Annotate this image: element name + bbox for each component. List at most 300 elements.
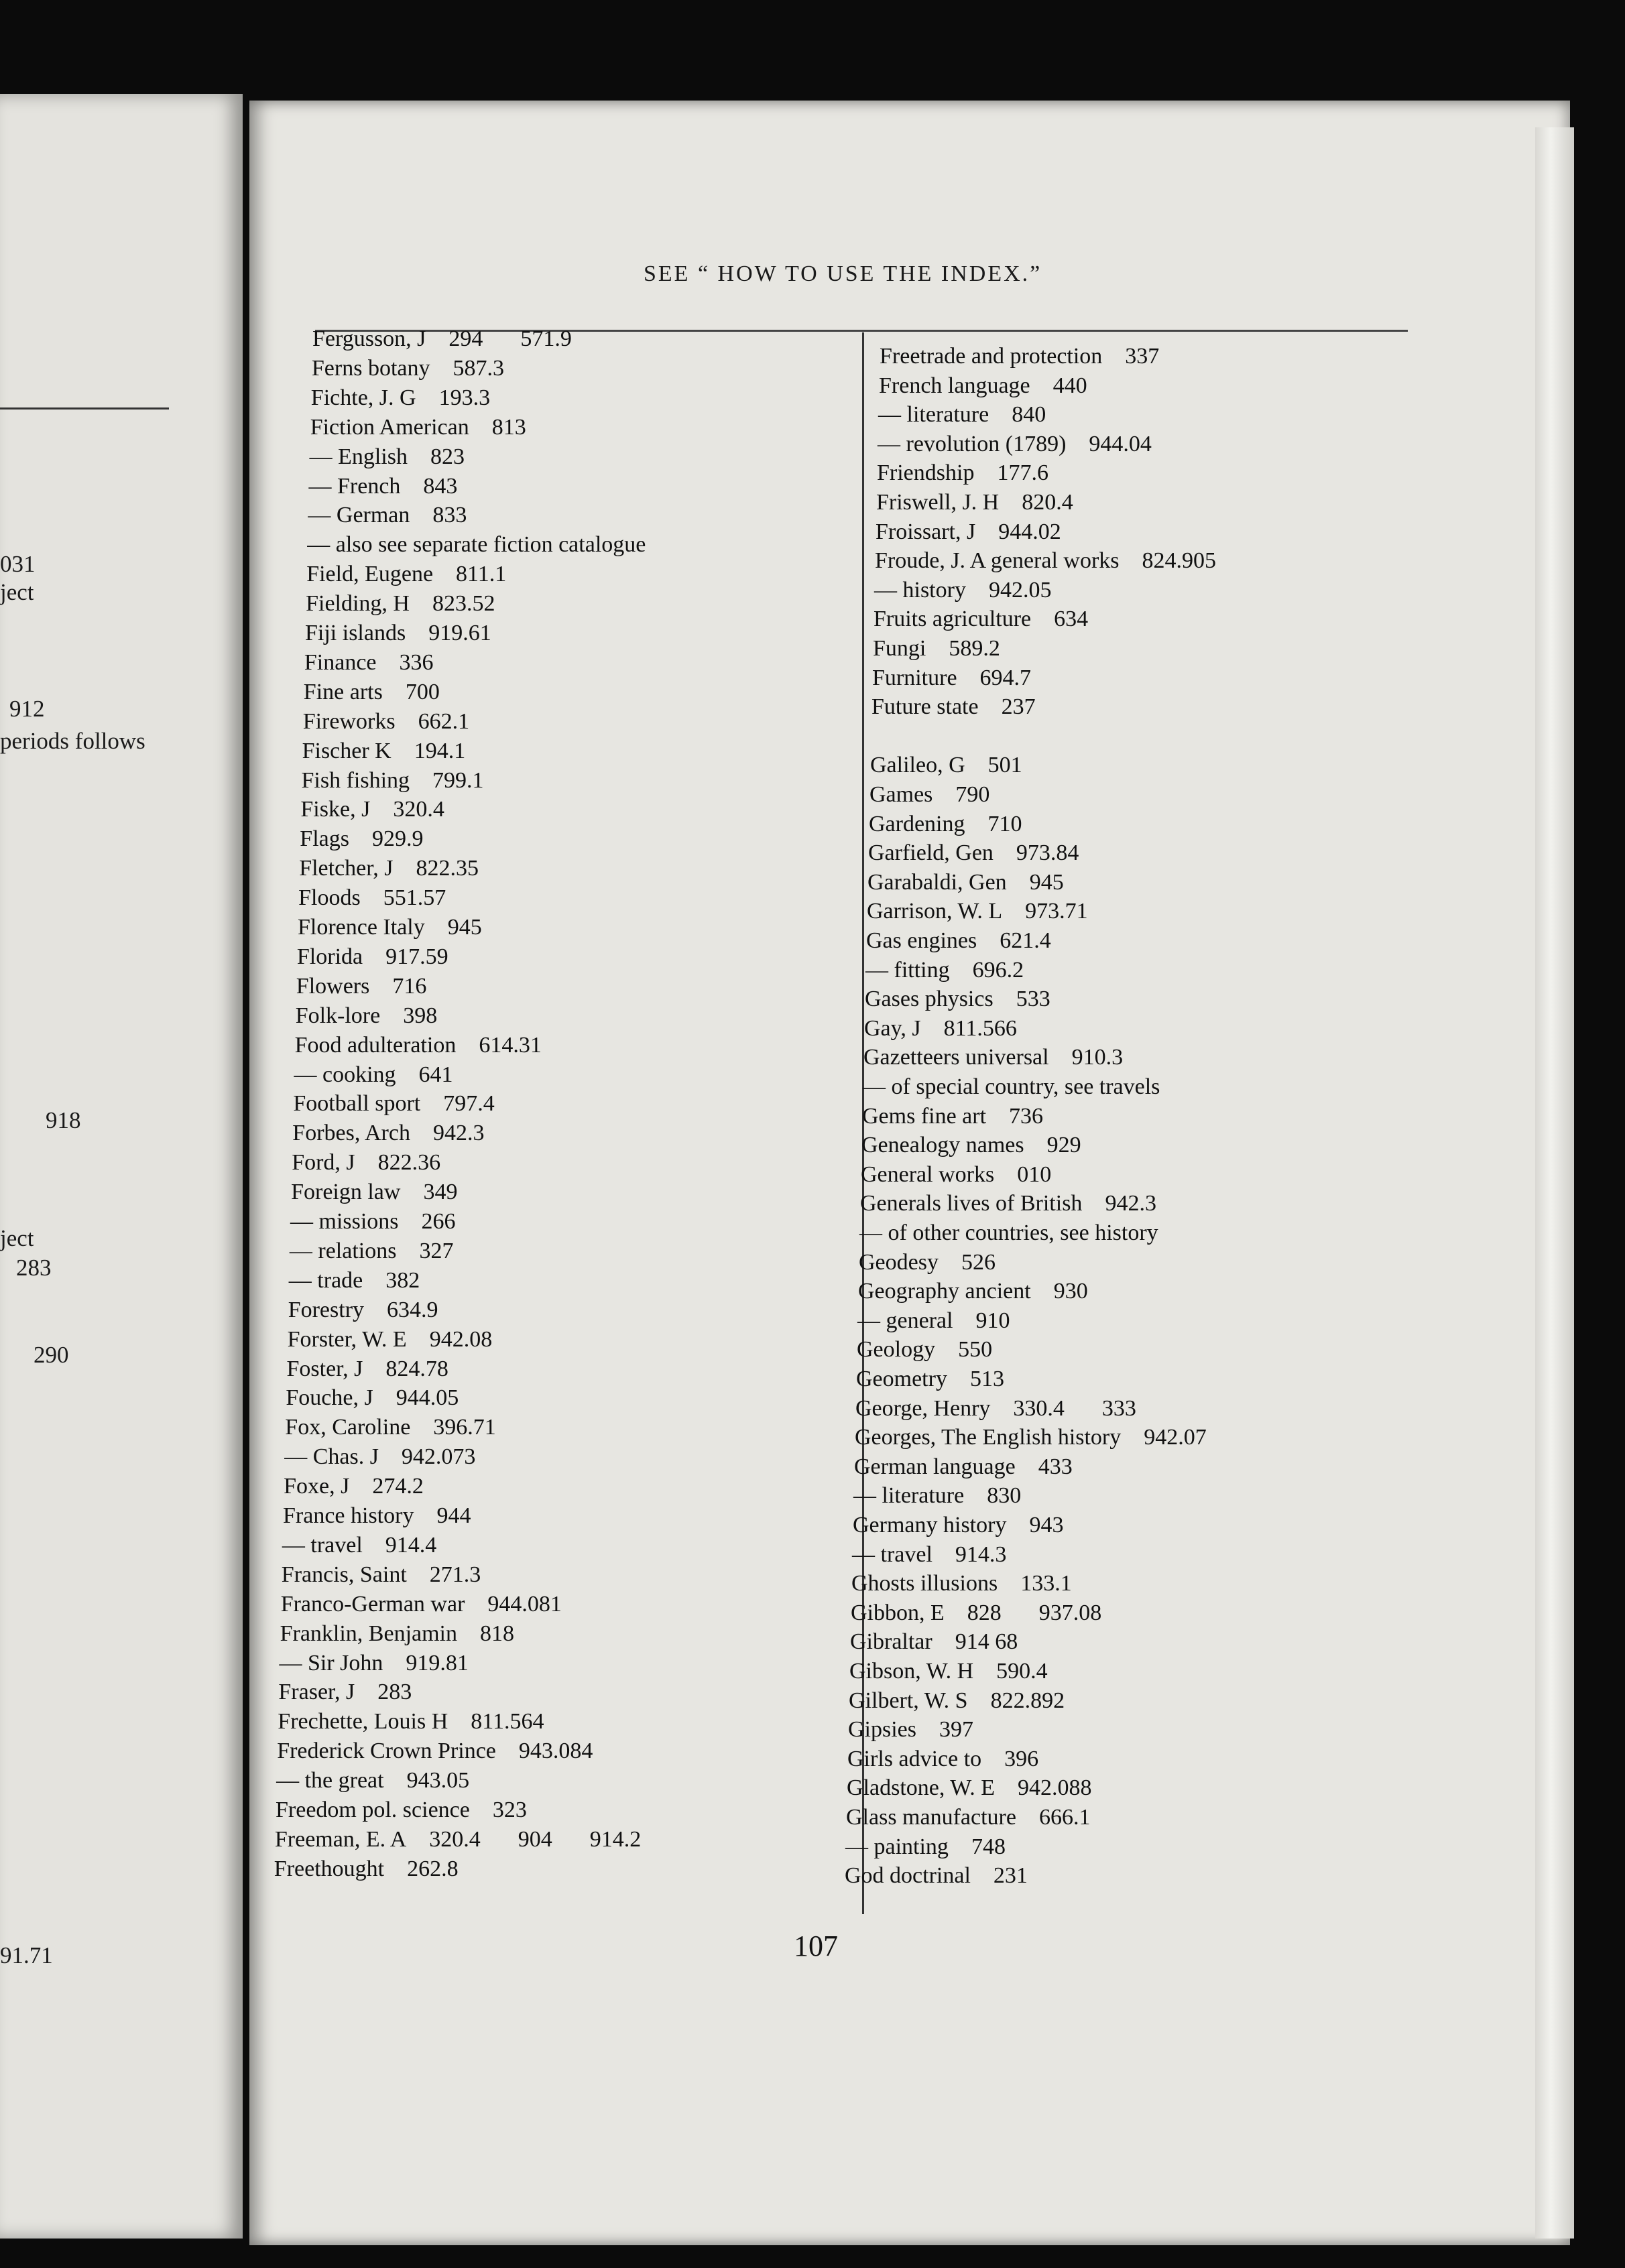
running-header: SEE “ HOW TO USE THE INDEX.” — [644, 261, 1042, 286]
index-entry-term: — of other countries, see history — [859, 1220, 1158, 1245]
index-entry-classnum: 973.84 — [1016, 840, 1079, 866]
index-entry-term: — English — [309, 444, 408, 469]
index-entry-term: — of special country, see travels — [863, 1074, 1160, 1099]
index-entry — [850, 1629, 1018, 1655]
index-entry — [282, 1532, 436, 1559]
index-entry — [298, 914, 482, 941]
index-entry-classnum: 973.71 — [1025, 899, 1088, 924]
index-entry-classnum: 942.05 — [988, 577, 1052, 603]
index-entry — [855, 1395, 1136, 1422]
index-entry-term: Furniture — [872, 665, 957, 690]
index-entry — [303, 708, 469, 735]
index-entry — [312, 355, 504, 382]
index-entry — [292, 1120, 484, 1147]
index-entry — [300, 796, 444, 823]
index-entry — [275, 1826, 641, 1853]
index-entry-classnum: 177.6 — [997, 460, 1048, 486]
index-entry — [864, 1015, 1017, 1042]
index-entry-classnum: 945 — [447, 915, 482, 940]
index-entry — [853, 1512, 1063, 1539]
index-entry-term: Geometry — [856, 1367, 947, 1391]
index-entry-classnum: 262.8 — [407, 1856, 459, 1881]
index-entry — [853, 1483, 1021, 1509]
index-entry-classnum: 824.905 — [1142, 548, 1217, 574]
index-entry-classnum: 944.04 — [1089, 431, 1152, 456]
index-entry-classnum: 799.1 — [432, 767, 484, 793]
index-entry-term: Generals lives of British — [860, 1191, 1083, 1216]
index-entry — [299, 855, 479, 882]
index-entry — [281, 1591, 562, 1618]
index-entry-term: France history — [283, 1503, 414, 1528]
index-entry-classnum: 943 — [1029, 1513, 1064, 1537]
index-entry-classnum: 811.566 — [943, 1015, 1017, 1041]
index-entry-classnum: 942.08 — [429, 1326, 493, 1352]
index-entry-term: George, Henry — [855, 1395, 991, 1421]
index-entry — [306, 561, 506, 588]
index-entry — [302, 738, 466, 765]
index-entry — [849, 1688, 1065, 1714]
index-entry — [278, 1679, 412, 1706]
index-entry — [845, 1863, 1028, 1889]
index-entry — [865, 986, 1050, 1013]
index-entry-classnum: 433 — [1038, 1454, 1073, 1479]
index-entry-classnum: 748 — [971, 1834, 1006, 1859]
index-entry-term: Food adulteration — [294, 1032, 457, 1058]
index-entry-term: Foster, J — [286, 1356, 363, 1381]
index-entry — [297, 944, 448, 970]
index-entry-term: Gay, J — [864, 1015, 921, 1041]
index-entry-term: Fiction American — [310, 414, 469, 440]
index-entry-classnum: 917.59 — [385, 944, 448, 969]
index-entry-term: Germany history — [853, 1513, 1007, 1537]
index-entry-term: Ford, J — [292, 1150, 355, 1176]
index-entry-classnum: 231 — [993, 1863, 1028, 1889]
index-entry-term: Fish fishing — [301, 767, 410, 793]
index-entry — [857, 1308, 1010, 1334]
index-entry-term: — the great — [276, 1768, 384, 1793]
index-entry-classnum: 944.02 — [998, 519, 1061, 544]
index-entry — [855, 1424, 1207, 1451]
index-entry-term: Freetrade and protection — [880, 344, 1103, 369]
index-entry-classnum: 813 — [491, 414, 526, 440]
index-entry-classnum: 919.81 — [406, 1650, 469, 1676]
index-entry-classnum: 634.9 — [387, 1297, 438, 1322]
index-entry — [292, 1149, 440, 1176]
index-entry-classnum: 634 — [1054, 607, 1089, 632]
index-entry — [868, 840, 1079, 867]
index-entry-classnum: 526 — [961, 1249, 996, 1275]
index-entry — [290, 1238, 454, 1265]
index-entry-classnum: 133.1 — [1020, 1571, 1072, 1596]
index-entry-classnum: 822.36 — [377, 1150, 441, 1176]
index-entry — [879, 373, 1087, 399]
index-entry — [859, 1249, 996, 1276]
index-entry-classnum: 811.564 — [471, 1709, 544, 1735]
facing-fragment: 283 — [16, 1255, 52, 1281]
index-entry-classnum: 914 68 — [955, 1629, 1018, 1655]
index-entry-term: Gardening — [869, 811, 965, 836]
index-entry-term: Gases physics — [865, 987, 994, 1012]
index-entry-term: Franklin, Benjamin — [280, 1621, 458, 1646]
index-entry-term: Fergusson, J — [312, 326, 426, 351]
index-entry-classnum: 396 — [1004, 1746, 1039, 1771]
index-entry-classnum: 942.3 — [432, 1121, 485, 1146]
index-entry-term: Frechette, Louis H — [278, 1709, 448, 1735]
index-entry-term: Flowers — [296, 973, 370, 999]
facing-fragment: 918 — [46, 1107, 81, 1133]
index-entry-term: Forster, W. E — [287, 1326, 407, 1352]
index-entry-classnum: 337 — [1125, 344, 1160, 369]
index-entry — [859, 1220, 1158, 1247]
index-entry-classnum: 194.1 — [414, 738, 466, 763]
index-entry — [880, 343, 1159, 370]
index-entry-term: Garfield, Gen — [868, 840, 994, 866]
index-entry-classnum: 830 — [987, 1483, 1022, 1509]
index-entry-term: Fruits agriculture — [874, 607, 1032, 632]
index-entry-term: Geography ancient — [858, 1279, 1031, 1304]
index-entry — [863, 1074, 1160, 1100]
index-entry-classnum: 550 — [958, 1337, 993, 1363]
index-entry-term: General works — [861, 1161, 995, 1187]
index-entry-classnum: 943.084 — [518, 1739, 593, 1764]
index-entry-term: Gipsies — [848, 1717, 916, 1743]
index-entry-classnum: 237 — [1001, 694, 1036, 720]
index-entry-classnum: 396.71 — [433, 1415, 496, 1440]
index-entry — [866, 928, 1051, 954]
index-entry — [295, 1032, 542, 1059]
index-entry-classnum: 440 — [1052, 373, 1087, 398]
index-entry — [870, 752, 1022, 779]
index-entry-classnum: 694.7 — [979, 665, 1032, 690]
index-entry — [283, 1503, 471, 1529]
index-entry-classnum: 320.4 — [429, 1826, 481, 1852]
index-entry — [875, 548, 1216, 574]
index-entry — [306, 590, 495, 617]
index-entry-classnum: 010 — [1017, 1161, 1052, 1187]
index-entry — [861, 1132, 1081, 1159]
index-entry-term: Gilbert, W. S — [849, 1688, 968, 1713]
index-entry-term: Foxe, J — [284, 1474, 350, 1499]
index-entry-term: Glass manufacture — [846, 1805, 1016, 1830]
index-entry-classnum: 294 — [448, 326, 483, 351]
page-number: 107 — [794, 1930, 838, 1962]
index-entry-classnum: 828 — [967, 1600, 1002, 1625]
index-entry — [876, 519, 1061, 546]
index-entry-term: Foreign law — [291, 1180, 401, 1205]
index-entry-term: Forbes, Arch — [292, 1121, 410, 1146]
index-entry-term: Gas engines — [866, 928, 977, 953]
index-entry-term: Fichte, J. G — [310, 385, 416, 410]
index-entry-classnum: 641 — [418, 1062, 453, 1087]
index-entry-term: Future state — [871, 694, 979, 720]
index-entry — [284, 1473, 424, 1500]
index-entry — [878, 431, 1152, 458]
index-entry-term: — trade — [288, 1267, 363, 1293]
index-entry — [288, 1326, 493, 1353]
index-entry — [310, 414, 526, 441]
index-entry-classnum: 696.2 — [972, 957, 1024, 983]
index-entry — [288, 1297, 438, 1324]
index-entry-term: — travel — [852, 1541, 932, 1567]
index-entry-classnum: 823.52 — [432, 591, 495, 617]
index-entry-classnum: 700 — [405, 679, 440, 704]
index-entry-classnum: 614.31 — [479, 1032, 542, 1058]
index-entry-classnum: 333 — [1101, 1395, 1136, 1421]
index-entry-classnum: 944.05 — [396, 1385, 459, 1411]
index-entry-term: — French — [308, 473, 401, 499]
index-entry — [311, 385, 490, 412]
facing-page — [0, 94, 243, 2239]
index-entry-term: — literature — [853, 1483, 965, 1509]
index-entry-term: Freedom pol. science — [276, 1798, 470, 1822]
index-entry-classnum: 937.08 — [1038, 1600, 1102, 1625]
index-entry — [304, 649, 434, 676]
index-entry — [852, 1541, 1006, 1568]
index-entry-term: — travel — [282, 1532, 363, 1558]
index-entry — [278, 1708, 544, 1735]
index-entry-classnum: 621.4 — [1000, 928, 1051, 953]
index-entry-classnum: 382 — [385, 1267, 420, 1293]
index-entry — [291, 1179, 457, 1206]
index-entry-classnum: 589.2 — [949, 636, 1000, 661]
index-entry-term: — cooking — [294, 1062, 396, 1087]
index-entry — [869, 781, 989, 808]
index-entry-term: — Sir John — [279, 1650, 383, 1676]
index-entry — [298, 885, 446, 911]
index-entry-classnum: 910 — [975, 1308, 1010, 1333]
index-entry — [845, 1834, 1006, 1861]
index-entry — [290, 1208, 456, 1235]
index-entry-term: Ferns botany — [311, 355, 430, 381]
index-entry-classnum: 330.4 — [1013, 1395, 1065, 1421]
index-entry-classnum: 818 — [480, 1621, 515, 1646]
index-entry — [274, 1856, 459, 1883]
index-entry-term: Flags — [300, 826, 349, 852]
index-entry-term: — general — [857, 1308, 953, 1333]
index-entry — [847, 1775, 1091, 1802]
index-entry-term: — missions — [290, 1209, 399, 1234]
index-entry — [872, 665, 1031, 692]
index-entry-classnum: 513 — [969, 1367, 1004, 1391]
index-entry-term: Garrison, W. L — [867, 899, 1003, 924]
index-entry-term: Fine arts — [303, 679, 383, 704]
index-entry — [294, 1062, 453, 1088]
index-entry-classnum: 590.4 — [996, 1659, 1048, 1684]
index-entry-term: Fielding, H — [306, 591, 410, 617]
index-entry-classnum: 843 — [423, 473, 458, 499]
index-entry — [296, 973, 427, 1000]
index-entry — [847, 1746, 1038, 1773]
index-entry-classnum: 710 — [987, 811, 1022, 836]
index-entry-classnum: 929.9 — [371, 826, 424, 852]
index-entry — [869, 811, 1022, 838]
index-entry-classnum: 824.78 — [385, 1356, 448, 1381]
index-entry — [849, 1658, 1048, 1685]
index-entry — [302, 767, 484, 794]
facing-fragment: 91.71 — [0, 1942, 53, 1968]
index-entry-term: Fraser, J — [278, 1680, 355, 1705]
index-entry-term: Freethought — [274, 1856, 385, 1881]
index-entry-term: — literature — [878, 402, 989, 428]
index-entry — [276, 1767, 469, 1794]
index-entry-term: German language — [854, 1454, 1016, 1479]
index-entry — [312, 326, 572, 353]
index-entry-classnum: 914.2 — [589, 1826, 642, 1852]
index-entry-classnum: 823 — [430, 444, 465, 469]
index-entry-term: Gladstone, W. E — [847, 1775, 995, 1801]
index-entry — [851, 1600, 1101, 1627]
index-entry-term: Freeman, E. A — [274, 1826, 407, 1852]
index-entry-term: Fiske, J — [300, 797, 371, 822]
index-entry — [300, 826, 423, 853]
index-entry-classnum: 716 — [392, 973, 427, 999]
index-entry-classnum: 942.088 — [1017, 1775, 1092, 1801]
index-entry-classnum: 274.2 — [372, 1474, 424, 1499]
index-entry-term: Froissart, J — [876, 519, 976, 544]
index-entry-classnum: 904 — [518, 1826, 552, 1852]
index-entry-term: — Chas. J — [284, 1444, 379, 1470]
index-entry — [307, 531, 646, 558]
index-entry — [874, 577, 1051, 604]
index-entry-term: Field, Eugene — [306, 562, 434, 587]
index-entry-term: God doctrinal — [845, 1863, 971, 1889]
index-entry-term: Folk-lore — [295, 1003, 381, 1028]
index-entry-classnum: 266 — [421, 1209, 456, 1234]
index-entry-classnum: 533 — [1016, 987, 1050, 1012]
index-entry-classnum: 944.081 — [487, 1591, 562, 1617]
index-entry — [846, 1804, 1090, 1831]
index-entry-classnum: 797.4 — [443, 1091, 495, 1117]
index-entry-classnum: 930 — [1053, 1279, 1088, 1304]
index-entry-term: — revolution (1789) — [878, 431, 1067, 456]
index-entry-term: Georges, The English history — [855, 1425, 1122, 1450]
index-entry-term: Fletcher, J — [299, 856, 394, 881]
index-entry — [289, 1267, 420, 1294]
facing-fragment: periods follows — [0, 728, 145, 754]
index-entry-term: Fouche, J — [286, 1385, 373, 1411]
index-entry — [877, 460, 1048, 487]
index-entry-classnum: 822.892 — [990, 1688, 1065, 1713]
index-entry-term: Gibraltar — [850, 1629, 932, 1655]
index-entry-term: Florence Italy — [298, 915, 425, 940]
index-entry-term: — painting — [845, 1834, 949, 1859]
index-entry-term: Football sport — [293, 1091, 421, 1117]
index-entry — [854, 1454, 1073, 1480]
index-entry — [280, 1621, 514, 1647]
index-entry-term: Gibbon, E — [851, 1600, 945, 1625]
facing-fragment: 031 — [0, 551, 36, 577]
index-entry — [862, 1103, 1043, 1130]
index-entry-term: Garabaldi, Gen — [867, 869, 1007, 895]
index-entry — [867, 869, 1064, 896]
index-entry — [308, 502, 467, 529]
index-entry — [874, 606, 1088, 633]
index-entry — [286, 1385, 459, 1411]
index-entry — [280, 1650, 469, 1677]
index-entry-classnum: 587.3 — [453, 355, 504, 381]
index-entry-term: — history — [874, 577, 966, 603]
index-entry-classnum: 833 — [432, 503, 467, 528]
facing-page-rule — [0, 407, 169, 410]
index-entry-term: Gazetteers universal — [863, 1045, 1049, 1070]
index-entry — [860, 1190, 1156, 1217]
index-entry-term: Geology — [857, 1337, 936, 1363]
index-entry-classnum: 790 — [955, 782, 990, 807]
index-entry — [878, 401, 1046, 428]
index-entry — [276, 1797, 527, 1824]
index-entry-term: French language — [879, 373, 1030, 398]
index-entry — [284, 1444, 475, 1470]
index-entry-term: Ghosts illusions — [851, 1571, 998, 1596]
facing-fragment: ject — [0, 1225, 34, 1251]
index-entry-term: Girls advice to — [847, 1746, 982, 1771]
index-entry-classnum: 551.57 — [383, 885, 446, 911]
index-entry — [867, 898, 1088, 925]
index-entry-classnum: 914.4 — [385, 1532, 437, 1558]
index-entry-term: Finance — [304, 649, 377, 675]
index-entry — [277, 1738, 593, 1765]
index-entry — [871, 694, 1036, 720]
index-entry — [861, 1161, 1051, 1188]
index-entry — [285, 1414, 495, 1441]
index-entry — [865, 957, 1024, 984]
index-entry-term: Francis, Saint — [281, 1562, 407, 1587]
index-entry-classnum: 822.35 — [416, 856, 479, 881]
index-entry-term: Fungi — [873, 636, 926, 661]
index-entry-term: Fiji islands — [305, 621, 406, 645]
index-entry-term: Franco-German war — [280, 1591, 465, 1617]
index-entry-classnum: 283 — [377, 1680, 412, 1705]
index-entry-term: — German — [308, 503, 410, 528]
index-entry — [304, 679, 440, 706]
index-entry — [856, 1366, 1004, 1393]
index-entry-term: Frederick Crown Prince — [277, 1739, 496, 1764]
index-entry-classnum: 398 — [403, 1003, 438, 1028]
index-entry-classnum: 944 — [436, 1503, 471, 1528]
index-entry-classnum: 945 — [1029, 869, 1064, 895]
index-entry — [858, 1278, 1088, 1305]
index-entry — [310, 444, 465, 470]
index-entry — [873, 635, 1000, 662]
index-entry — [296, 1003, 438, 1029]
index-entry-classnum: 336 — [399, 649, 434, 675]
index-entry-term: Genealogy names — [861, 1133, 1024, 1158]
index-entry-classnum: 942.07 — [1144, 1425, 1207, 1450]
index-entry-term: Floods — [298, 885, 361, 911]
index-entry-classnum: 942.3 — [1105, 1191, 1156, 1216]
index-entry-term: Galileo, G — [870, 753, 965, 778]
index-entry-classnum: 662.1 — [418, 708, 470, 734]
index-entry-classnum: 501 — [987, 753, 1022, 778]
index-entry — [305, 620, 491, 647]
index-entry-term: — fitting — [865, 957, 950, 983]
index-entry-term: Geodesy — [859, 1249, 939, 1275]
index-entry-term: Fischer K — [302, 738, 392, 763]
index-entry — [863, 1044, 1123, 1071]
index-entry-term: Friswell, J. H — [876, 490, 1000, 515]
index-entry-classnum: 736 — [1009, 1103, 1044, 1129]
page-edge — [1535, 127, 1574, 2239]
index-entry-classnum: 320.4 — [393, 797, 444, 822]
index-entry-term: — also see separate fiction catalogue — [307, 532, 646, 558]
index-entry-classnum: 914.3 — [955, 1541, 1007, 1567]
index-entry — [848, 1716, 973, 1743]
index-entry — [876, 489, 1073, 516]
index-entry-classnum: 919.61 — [428, 621, 491, 645]
index-entry-term: Friendship — [877, 460, 975, 486]
index-entry-classnum: 910.3 — [1071, 1045, 1124, 1070]
index-entry-term: Forestry — [288, 1297, 365, 1322]
